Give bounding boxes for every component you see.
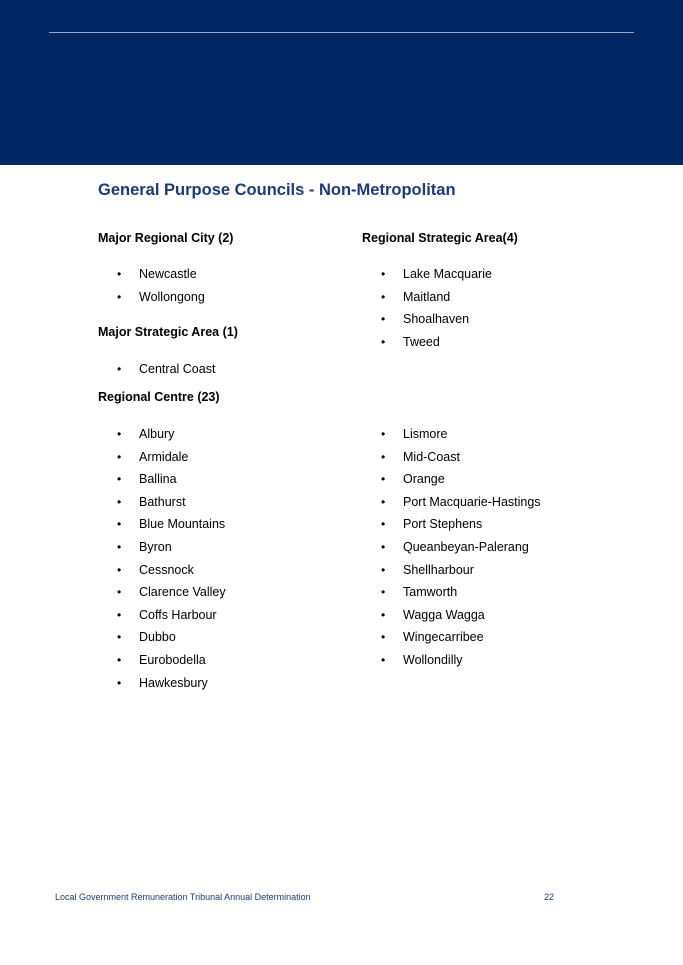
list-item: • Eurobodella xyxy=(98,649,226,672)
list-item: • Newcastle xyxy=(98,263,205,286)
list-item: • Lismore xyxy=(362,423,541,446)
list-major-regional-city xyxy=(98,263,205,308)
list-item: • Port Stephens xyxy=(362,513,541,536)
list-item: • Armidale xyxy=(98,446,226,469)
list-item: • Hawkesbury xyxy=(98,672,226,695)
list-item: • Clarence Valley xyxy=(98,581,226,604)
list-item: • Wagga Wagga xyxy=(362,604,541,627)
list-item: • Tamworth xyxy=(362,581,541,604)
header-rule xyxy=(49,32,634,33)
footer-text: Local Government Remuneration Tribunal Annual Determination xyxy=(55,892,311,902)
list-major-strategic-area xyxy=(98,358,215,381)
list-item: • Blue Mountains xyxy=(98,513,226,536)
list-item: • Ballina xyxy=(98,468,226,491)
list-item: • Central Coast xyxy=(98,358,215,381)
list-item: • Queanbeyan-Palerang xyxy=(362,536,541,559)
header-banner xyxy=(0,0,683,165)
list-item: • Wollongong xyxy=(98,286,205,309)
page-number: 22 xyxy=(544,892,555,902)
list-item: • Dubbo xyxy=(98,626,226,649)
list-item: • Shellharbour xyxy=(362,559,541,582)
list-regional-centre-right xyxy=(362,423,541,672)
list-item: • Mid-Coast xyxy=(362,446,541,469)
list-regional-centre-left xyxy=(98,423,226,694)
list-item: • Bathurst xyxy=(98,491,226,514)
heading-regional-strategic-area: Regional Strategic Area(4) xyxy=(362,231,518,245)
list-item: • Cessnock xyxy=(98,559,226,582)
list-item: • Wollondilly xyxy=(362,649,541,672)
list-item: • Shoalhaven xyxy=(362,308,492,331)
list-item: • Lake Macquarie xyxy=(362,263,492,286)
heading-regional-centre: Regional Centre (23) xyxy=(98,390,220,404)
list-item: • Port Macquarie-Hastings xyxy=(362,491,541,514)
list-item: • Albury xyxy=(98,423,226,446)
list-item: • Coffs Harbour xyxy=(98,604,226,627)
list-item: • Wingecarribee xyxy=(362,626,541,649)
list-regional-strategic-area xyxy=(362,263,492,353)
list-item: • Maitland xyxy=(362,286,492,309)
heading-major-regional-city: Major Regional City (2) xyxy=(98,231,234,245)
page-title: General Purpose Councils - Non-Metropolitan xyxy=(98,181,456,199)
list-item: • Byron xyxy=(98,536,226,559)
list-item: • Orange xyxy=(362,468,541,491)
heading-major-strategic-area: Major Strategic Area (1) xyxy=(98,325,238,339)
list-item: • Tweed xyxy=(362,331,492,354)
